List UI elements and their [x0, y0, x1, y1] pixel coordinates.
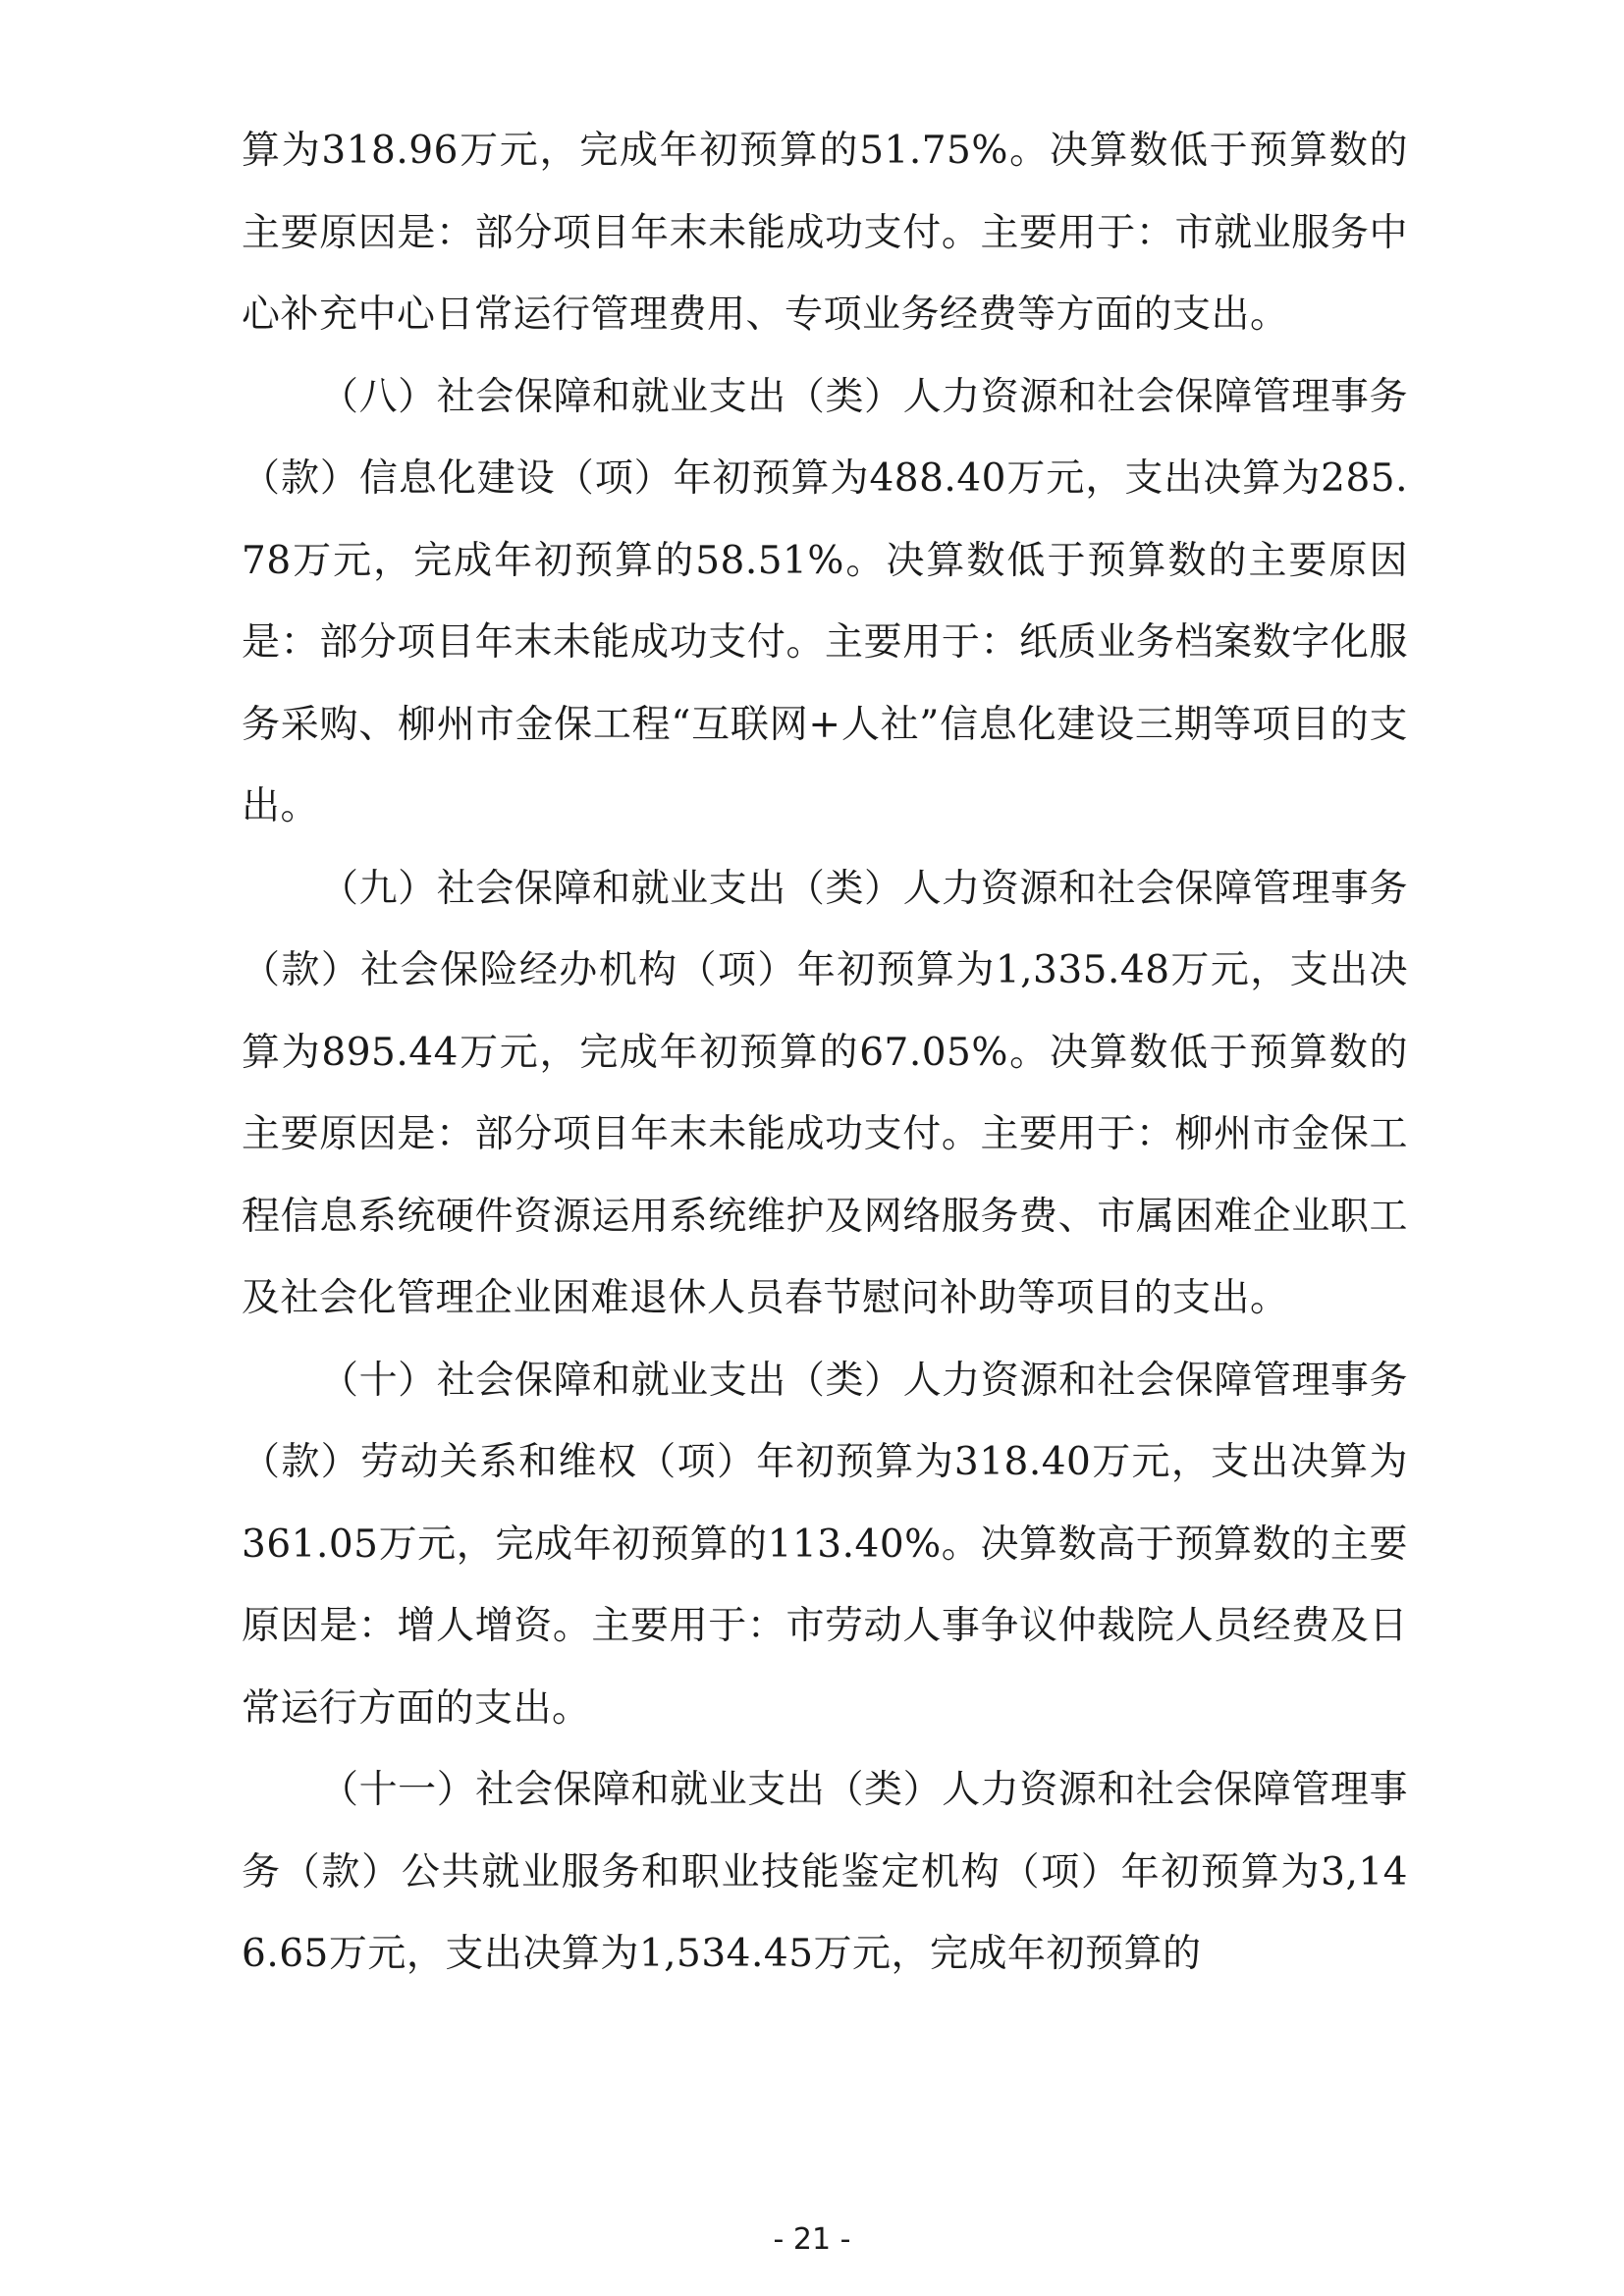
paragraph-item-8: （八）社会保障和就业支出（类）人力资源和社会保障管理事务（款）信息化建设（项）年初预算为488.40万元，支出决算为285.78万元，完成年初预算的58.51%。决算数低于预算数的主要原因是：部分项目年末未能成功支付。主要用于：纸质业务档案数字化服务采购、柳州市金保工程“互联网+人社”信息化建设三期等项目的支出。: [242, 374, 1408, 828]
page-number: - 21 -: [773, 2222, 851, 2257]
body-text: [242, 110, 1408, 1996]
paragraph-item-11: （十一）社会保障和就业支出（类）人力资源和社会保障管理事务（款）公共就业服务和职业技能鉴定机构（项）年初预算为3,146.65万元，支出决算为1,534.45万元，完成年初预算的: [242, 1768, 1408, 1976]
paragraph-item-9: （九）社会保障和就业支出（类）人力资源和社会保障管理事务（款）社会保险经办机构（项）年初预算为1,335.48万元，支出决算为895.44万元，完成年初预算的67.05%。决算数低于预算数的主要原因是：部分项目年末未能成功支付。主要用于：柳州市金保工程信息系统硬件资源运用系统维护及网络服务费、市属困难企业职工及社会化管理企业困难退休人员春节慰问补助等项目的支出。: [242, 866, 1408, 1320]
paragraph-continuation: 算为318.96万元，完成年初预算的51.75%。决算数低于预算数的主要原因是：部分项目年末未能成功支付。主要用于：市就业服务中心补充中心日常运行管理费用、专项业务经费等方面的支出。: [242, 129, 1408, 337]
paragraph-item-10: （十）社会保障和就业支出（类）人力资源和社会保障管理事务（款）劳动关系和维权（项）年初预算为318.40万元，支出决算为361.05万元，完成年初预算的113.40%。决算数高于预算数的主要原因是：增人增资。主要用于：市劳动人事争议仲裁院人员经费及日常运行方面的支出。: [242, 1358, 1408, 1731]
